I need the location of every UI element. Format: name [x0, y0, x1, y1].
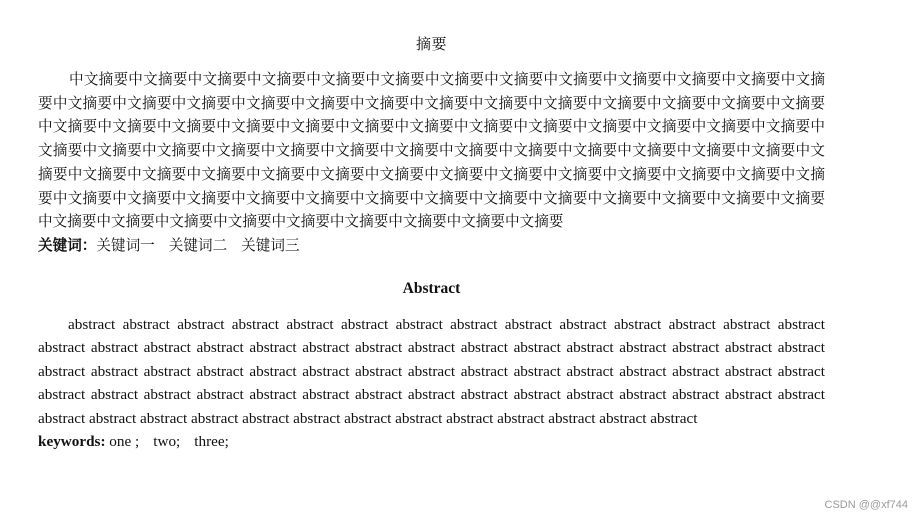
english-keywords-label: keywords:: [38, 433, 106, 451]
english-keyword: two;: [153, 433, 181, 451]
english-keyword: one ;: [109, 433, 140, 451]
english-keyword: three;: [194, 433, 229, 451]
chinese-keywords-line: [38, 234, 825, 258]
csdn-watermark: CSDN @@xf744: [824, 499, 908, 511]
chinese-keywords-label: 关键词：: [38, 236, 97, 254]
chinese-abstract-body: 中文摘要中文摘要中文摘要中文摘要中文摘要中文摘要中文摘要中文摘要中文摘要中文摘要中文摘要中文摘要中文摘要中文摘要中文摘要中文摘要中文摘要中文摘要中文摘要中文摘要中文摘要中文摘要中文摘要中文摘要中文摘要中文摘要中文摘要中文摘要中文摘要中文摘要中文摘要中文摘要中文摘要中文摘要中文摘要中文摘要中文摘要中文摘要中文摘要中文摘要中文摘要中文摘要中文摘要中文摘要中文摘要中文摘要中文摘要中文摘要中文摘要中文摘要中文摘要中文摘要中文摘要中文摘要中文摘要中文摘要中文摘要中文摘要中文摘要中文摘要中文摘要中文摘要中文摘要中文摘要中文摘要中文摘要中文摘要中文摘要中文摘要中文摘要中文摘要中文摘要中文摘要中文摘要中文摘要中文摘要中文摘要中文摘要中文摘要中文摘要中文摘要中文摘要中文摘要中文摘要中文摘要中文摘要中文摘要中文摘要: [38, 71, 825, 231]
english-abstract-title: Abstract: [402, 279, 461, 297]
chinese-keyword: 关键词三: [241, 236, 300, 254]
chinese-keyword: 关键词一: [96, 236, 155, 254]
chinese-abstract-title: 摘要: [415, 35, 447, 53]
english-keywords-line: [38, 430, 825, 454]
chinese-keyword: 关键词二: [168, 236, 228, 254]
document-page: [38, 30, 825, 454]
english-abstract-body: abstract abstract abstract abstract abstract abstract abstract abstract abstract abstract abstract abstract abstract abstract abstract abstract abstract abstract abstract abstract abstract abstract abstract abstract abstract abstract abstract abstract abstract abstract abstract abstract abstract abstract abstract abstract abstract abstract abstract abstract abstract abstract abstract abstract abstract abstract abstract abstract abstract abstract abstract abstract abstract abstract abstract abstract abstract abstract abstract abstract abstract abstract abstract abstract abstract abstract abstract abstract abstract abstract abstract abstract: [38, 315, 825, 427]
